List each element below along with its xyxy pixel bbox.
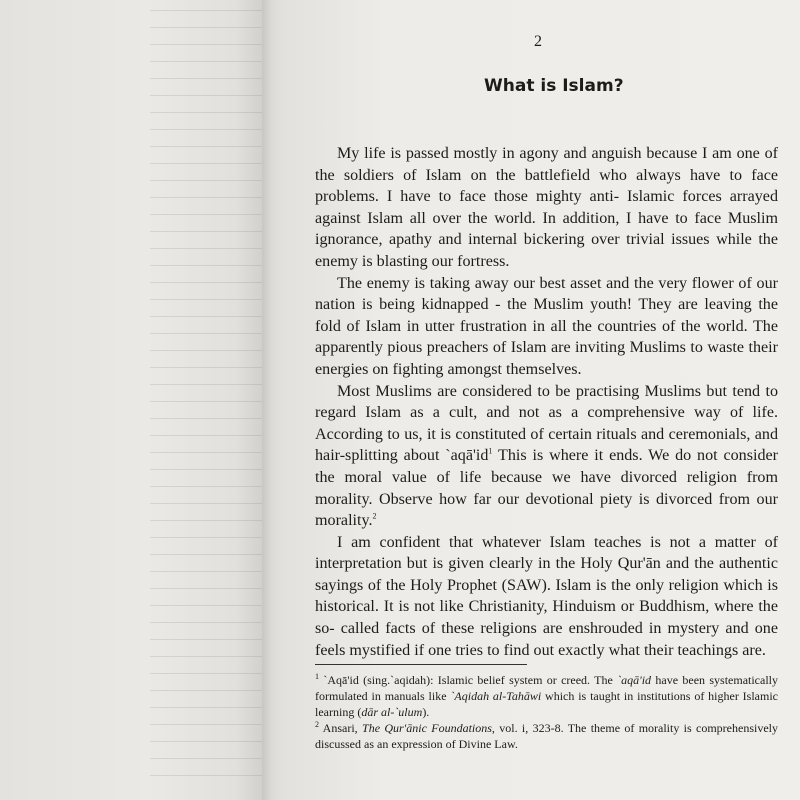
footnote-2-title: The Qur'ānic Foundations <box>362 721 492 735</box>
footnote-2 <box>315 720 778 752</box>
footnote-1-text: which is taught in institutions of higher Islamic learning ( <box>315 689 779 719</box>
footnote-1-text: ). <box>422 705 430 719</box>
note-marker-1[interactable]: 1 <box>488 446 493 456</box>
footnote-1-title: `Aqidah al-Tahāwi <box>450 689 542 703</box>
paragraph-3-start: Most Muslims are considered to be practising Muslims but tend to regard Islam as a cult, and not as a comprehensive way of life. According to us, it is constituted of certain rituals and ceremonials, and hair-splitting about `aqā'id <box>315 382 778 465</box>
paragraph-4: I am confident that whatever Islam teaches is not a matter of interpretation but is given clearly in the Holy Qur'ān and the authentic sayings of the Holy Prophet (SAW). Islam is the only religion which is historical. It is not like Christianity, Hinduism or Buddhism, where the so- called facts of these religions are enshrouded in mystery and one feels mystified if one tries to find out exactly what their teachings are. <box>315 533 778 659</box>
paragraph-3 <box>315 381 778 532</box>
show-through-text <box>150 10 268 792</box>
footnote-1-text: have been systematically formulated in manuals like <box>315 673 779 703</box>
note-marker-2[interactable]: 2 <box>372 511 377 521</box>
footnote-1-marker: 1 <box>315 672 319 681</box>
footnote-divider <box>315 664 527 665</box>
footnote-2-marker: 2 <box>315 720 319 729</box>
chapter-number: 2 <box>534 33 542 50</box>
paragraph-3-end: This is where it ends. We do not consider the moral value of life because we have divorced religion from morality. Observe how far our devotional piety is divorced from our morality. <box>315 447 778 530</box>
footnotes <box>315 672 778 752</box>
left-page <box>0 0 268 800</box>
footnote-1-term: dār al-`ulum <box>361 705 423 719</box>
footnote-2-text: Ansari, <box>319 721 363 735</box>
footnote-1-term: `aqā'id <box>617 673 652 687</box>
paragraph-1: My life is passed mostly in agony and anguish because I am one of the soldiers of Islam on the battlefield who always have to face problems. I have to face those mighty anti- Islamic forces arrayed against Islam all over the world. In addition, I have to face Muslim ignorance, apathy and internal bickering over trivial issues while the enemy is blasting our fortress. <box>315 145 778 270</box>
footnote-1-text: `Aqā'id (sing.`aqidah): Islamic belief system or creed. The <box>319 673 618 687</box>
footnote-1 <box>315 672 778 720</box>
chapter-title: What is Islam? <box>484 76 624 96</box>
paragraph-2: The enemy is taking away our best asset and the very flower of our nation is being kidnapped - the Muslim youth! They are leaving the fold of Islam in utter frustration in all the countries of the world. The apparently pious preachers of Islam are inviting Muslims to waste their energies on fighting amongst themselves. <box>315 274 778 378</box>
right-page <box>282 0 800 800</box>
body-text <box>315 143 778 661</box>
footnote-2-text: , vol. i, 323-8. The theme of morality is comprehensively discussed as an expression of Divine Law. <box>315 721 778 751</box>
